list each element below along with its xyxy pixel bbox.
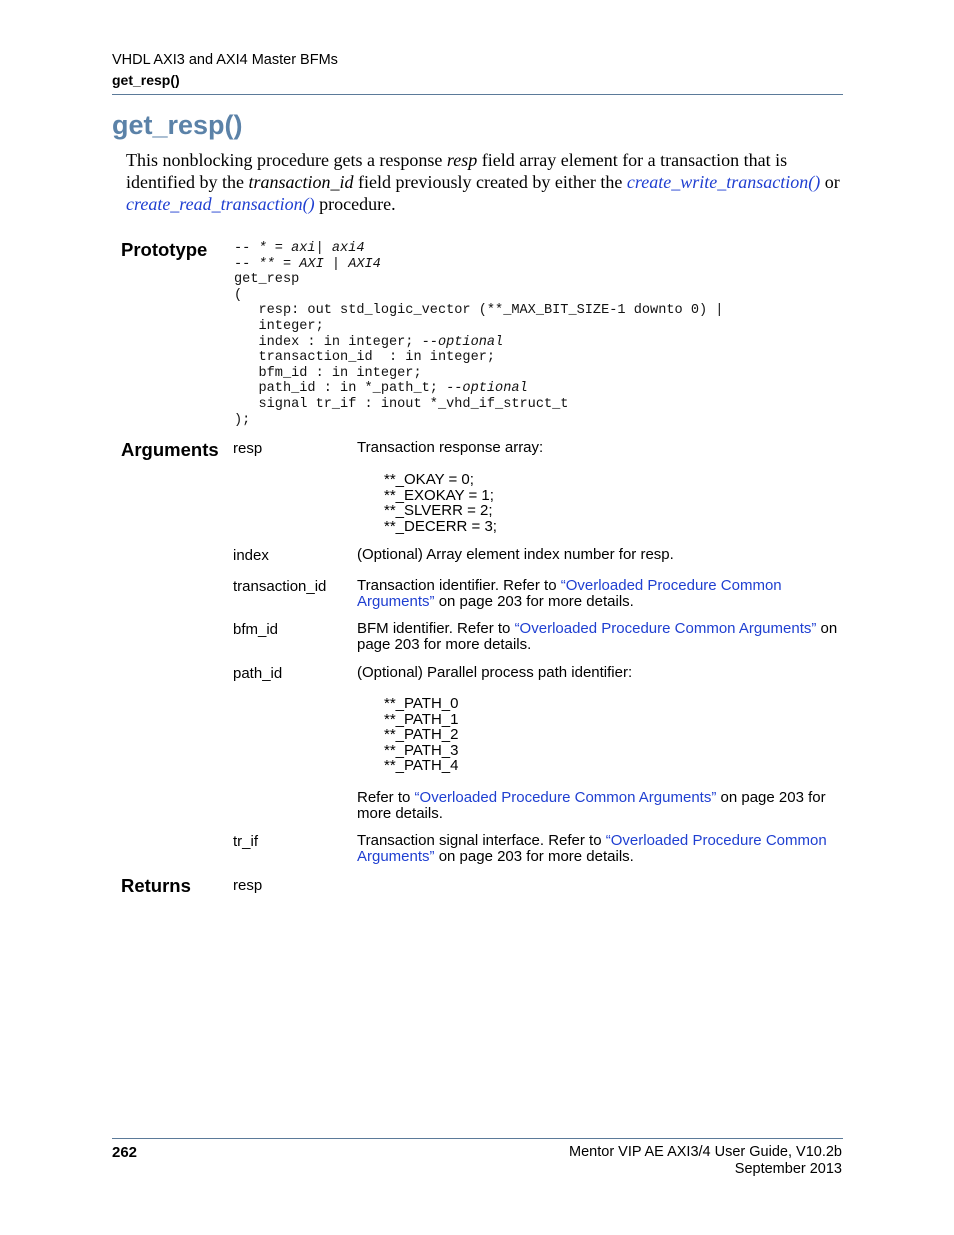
arg-desc-text: on page 203 for more details.	[434, 592, 634, 610]
arg-desc-tr-if	[357, 833, 847, 864]
list-item: **_DECERR = 3;	[384, 517, 497, 535]
code-line: get_resp	[234, 272, 300, 288]
code-line: path_id : in *_path_t;	[234, 381, 447, 397]
code-line: bfm_id : in integer;	[234, 365, 422, 381]
intro-text: This nonblocking procedure gets a response	[126, 150, 447, 170]
running-header-section: get_resp()	[112, 72, 180, 88]
arg-desc-text: Refer to	[357, 789, 415, 806]
intro-text: field array element for a transaction that is identified by the	[126, 150, 788, 192]
arg-desc-text: BFM identifier. Refer to	[357, 620, 515, 637]
arg-desc-text: Transaction identifier. Refer to	[357, 577, 561, 594]
intro-text: or	[820, 172, 840, 192]
list-item: **_OKAY = 0;	[384, 471, 474, 488]
code-comment: -- ** = AXI | AXI4	[234, 256, 381, 272]
footer-rule	[112, 1138, 843, 1139]
code-line: integer;	[234, 318, 324, 334]
prototype-heading: Prototype	[121, 239, 208, 260]
arg-name-resp: resp	[233, 440, 263, 457]
arg-name-bfm-id: bfm_id	[233, 621, 279, 638]
arg-name-index: index	[233, 547, 269, 564]
list-item: **_PATH_2	[384, 726, 459, 744]
list-item: **_EXOKAY = 1;	[384, 486, 494, 504]
list-item: **_PATH_4	[384, 757, 459, 775]
code-line: signal tr_if : inout *_vhd_if_struct_t	[234, 396, 569, 412]
intro-paragraph	[126, 149, 842, 215]
arg-desc-text: on page 203 for more details.	[357, 789, 826, 822]
footer-info	[569, 1144, 842, 1178]
arg-name-path-id: path_id	[233, 665, 283, 682]
arg-name-transaction-id: transaction_id	[233, 578, 327, 595]
overloaded-args-link[interactable]: “Overloaded Procedure Common Arguments”	[414, 789, 717, 806]
create-read-transaction-link[interactable]: create_read_transaction()	[126, 194, 315, 214]
intro-text: procedure.	[314, 194, 396, 214]
code-line: (	[234, 287, 243, 303]
prototype-code	[234, 241, 723, 428]
footer-guide-title: Mentor VIP AE AXI3/4 User Guide, V10.2b	[569, 1144, 842, 1160]
overloaded-args-link[interactable]: “Overloaded Procedure Common Arguments”	[357, 577, 782, 610]
code-line: );	[234, 412, 251, 428]
resp-values-list	[384, 472, 497, 534]
intro-text: field previously created by either the	[353, 172, 627, 192]
code-line: resp: out std_logic_vector (**_MAX_BIT_SIZE-1 downto 0) |	[234, 303, 724, 319]
arg-desc-transaction-id	[357, 578, 847, 609]
code-comment: -- * = axi| axi4	[234, 241, 365, 256]
page-number: 262	[112, 1144, 138, 1161]
running-header-title: VHDL AXI3 and AXI4 Master BFMs	[112, 52, 338, 68]
overloaded-args-link[interactable]: “Overloaded Procedure Common Arguments”	[357, 832, 827, 865]
footer-date: September 2013	[734, 1161, 842, 1177]
arg-desc-text: Transaction signal interface. Refer to	[357, 832, 606, 849]
returns-heading: Returns	[121, 875, 191, 896]
arg-desc-bfm-id	[357, 621, 847, 652]
code-line: transaction_id : in integer;	[234, 350, 496, 366]
arg-desc-text: on page 203 for more details.	[357, 620, 838, 653]
arg-desc-path-id-refer	[357, 790, 847, 821]
arg-desc-text: on page 203 for more details.	[434, 847, 634, 865]
create-write-transaction-link[interactable]: create_write_transaction()	[626, 172, 821, 192]
arg-desc-path-id: (Optional) Parallel process path identifier:	[357, 664, 633, 681]
code-line: index : in integer;	[234, 334, 422, 350]
list-item: **_PATH_0	[384, 695, 459, 712]
code-comment: --optional	[421, 334, 504, 350]
arguments-heading: Arguments	[121, 439, 219, 460]
arg-name-tr-if: tr_if	[233, 833, 259, 850]
list-item: **_PATH_3	[384, 741, 459, 759]
arg-desc-index: (Optional) Array element index number for resp.	[357, 546, 674, 563]
header-rule	[112, 94, 843, 95]
list-item: **_PATH_1	[384, 710, 459, 728]
path-values-list	[384, 696, 458, 774]
page-title: get_resp()	[112, 110, 243, 140]
intro-resp-term: resp	[446, 150, 478, 170]
returns-value: resp	[233, 877, 263, 894]
arg-desc-resp: Transaction response array:	[357, 439, 544, 456]
code-comment: --optional	[446, 381, 528, 397]
list-item: **_SLVERR = 2;	[384, 502, 493, 520]
intro-transaction-id-term: transaction_id	[248, 172, 354, 192]
overloaded-args-link[interactable]: “Overloaded Procedure Common Arguments”	[514, 620, 817, 637]
